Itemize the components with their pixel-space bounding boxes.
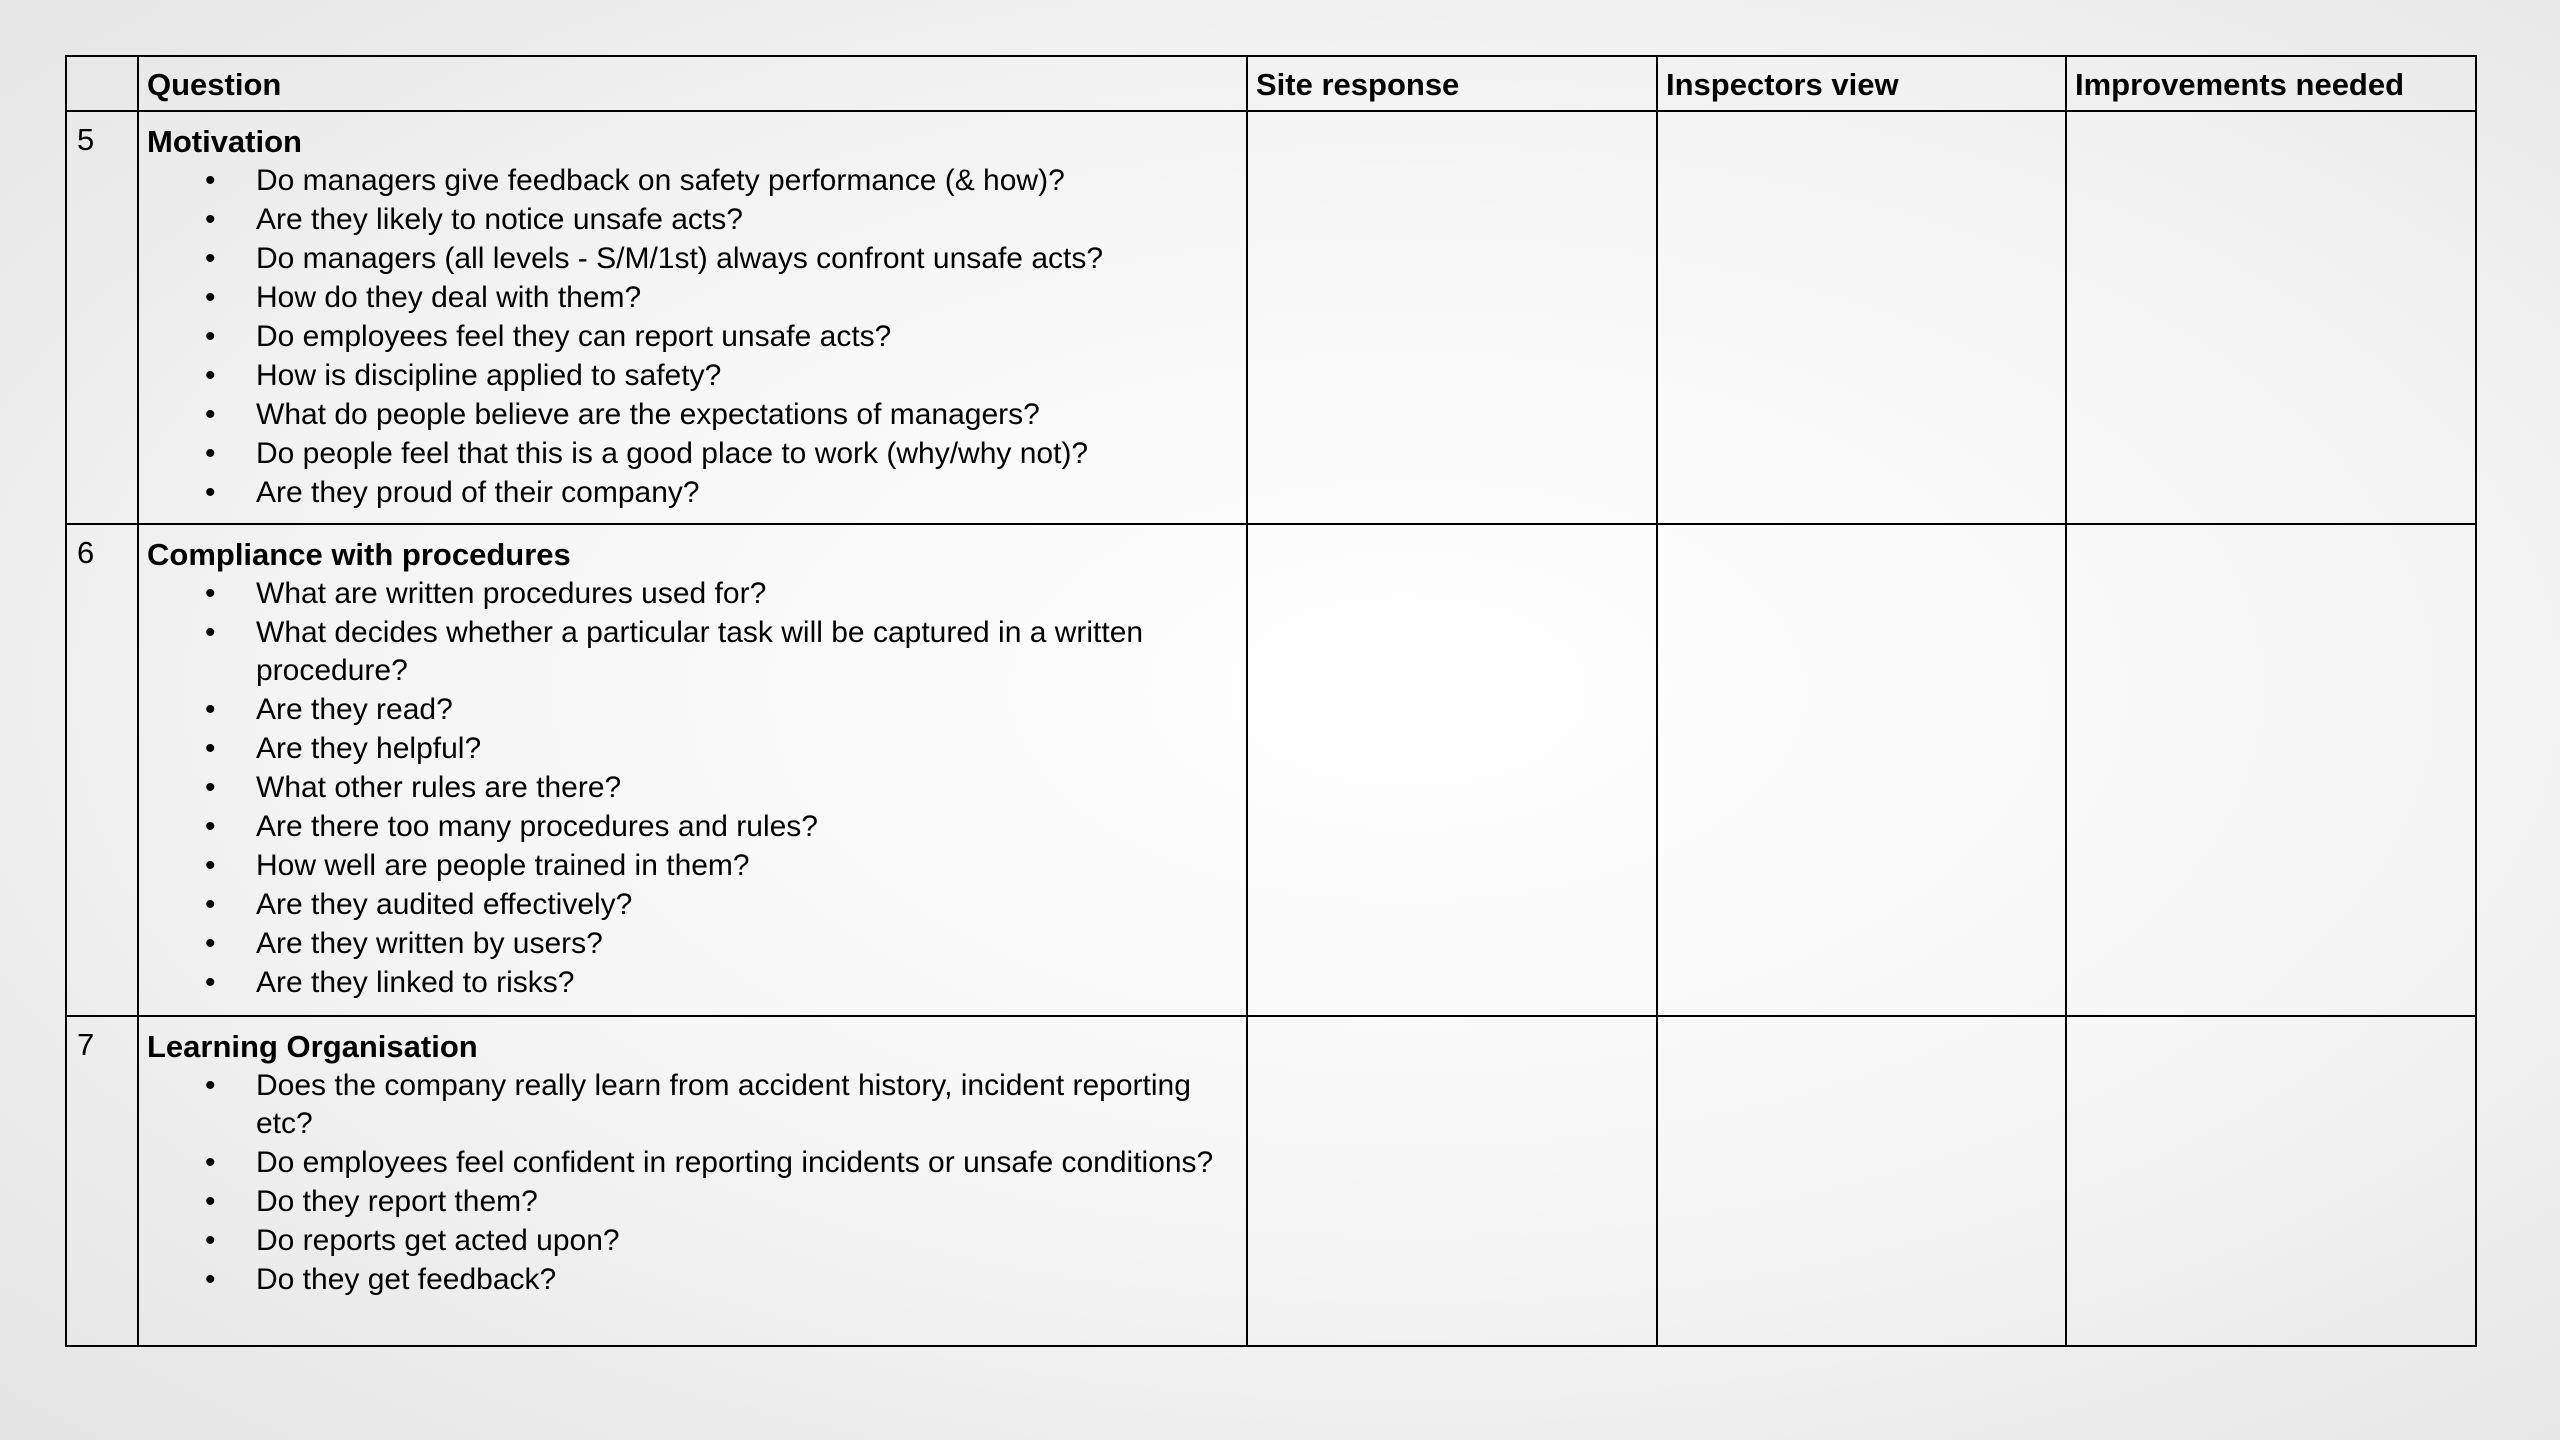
list-item-text: What other rules are there? xyxy=(256,771,622,804)
question-cell xyxy=(138,1016,1247,1346)
question-list xyxy=(147,575,1238,1002)
bullet-icon: • xyxy=(205,966,216,999)
list-item xyxy=(147,925,1238,963)
header-site-response: Site response xyxy=(1247,56,1657,111)
list-item xyxy=(147,474,1238,512)
bullet-icon: • xyxy=(205,320,216,353)
table-row xyxy=(66,524,2476,1016)
list-item-text: What are written procedures used for? xyxy=(256,577,767,610)
bullet-icon: • xyxy=(205,281,216,314)
list-item-text: Are they linked to risks? xyxy=(256,966,575,999)
section-title: Compliance with procedures xyxy=(147,537,571,572)
list-item-text: How is discipline applied to safety? xyxy=(256,359,722,392)
bullet-icon: • xyxy=(205,616,216,649)
row-number: 5 xyxy=(66,111,138,524)
list-item xyxy=(147,691,1238,729)
inspectors-view-cell[interactable] xyxy=(1657,1016,2066,1346)
list-item-text: What decides whether a particular task will be captured in a written procedure? xyxy=(256,616,1144,687)
bullet-icon: • xyxy=(205,203,216,236)
inspection-checklist-table xyxy=(65,55,2477,1347)
bullet-icon: • xyxy=(205,771,216,804)
list-item-text: Do employees feel they can report unsafe acts? xyxy=(256,320,892,353)
list-item xyxy=(147,1183,1238,1221)
bullet-icon: • xyxy=(205,888,216,921)
bullet-icon: • xyxy=(205,693,216,726)
list-item-text: Are they likely to notice unsafe acts? xyxy=(256,203,743,236)
list-item xyxy=(147,614,1238,690)
site-response-cell[interactable] xyxy=(1247,111,1657,524)
list-item xyxy=(147,396,1238,434)
list-item xyxy=(147,769,1238,807)
list-item xyxy=(147,1144,1238,1182)
bullet-icon: • xyxy=(205,437,216,470)
row-number: 7 xyxy=(66,1016,138,1346)
list-item xyxy=(147,886,1238,924)
list-item-text: Are there too many procedures and rules? xyxy=(256,810,818,843)
header-row xyxy=(66,56,2476,111)
section-title: Motivation xyxy=(147,124,302,159)
list-item xyxy=(147,1222,1238,1260)
improvements-needed-cell[interactable] xyxy=(2066,524,2476,1016)
section-title: Learning Organisation xyxy=(147,1029,478,1064)
list-item-text: What do people believe are the expectations of managers? xyxy=(256,398,1040,431)
list-item xyxy=(147,162,1238,200)
list-item-text: How do they deal with them? xyxy=(256,281,642,314)
site-response-cell[interactable] xyxy=(1247,524,1657,1016)
bullet-icon: • xyxy=(205,398,216,431)
table-row xyxy=(66,1016,2476,1346)
table-row xyxy=(66,111,2476,524)
list-item-text: Does the company really learn from accident history, incident reporting etc? xyxy=(256,1069,1191,1140)
list-item-text: Do reports get acted upon? xyxy=(256,1224,620,1257)
list-item-text: Do managers give feedback on safety performance (& how)? xyxy=(256,164,1065,197)
list-item-text: Do employees feel confident in reporting incidents or unsafe conditions? xyxy=(256,1146,1214,1179)
question-list xyxy=(147,162,1238,512)
bullet-icon: • xyxy=(205,359,216,392)
bullet-icon: • xyxy=(205,164,216,197)
bullet-icon: • xyxy=(205,577,216,610)
list-item xyxy=(147,964,1238,1002)
row-number: 6 xyxy=(66,524,138,1016)
list-item-text: Do they get feedback? xyxy=(256,1263,557,1296)
bullet-icon: • xyxy=(205,1146,216,1179)
bullet-icon: • xyxy=(205,1263,216,1296)
question-cell xyxy=(138,111,1247,524)
list-item xyxy=(147,575,1238,613)
bullet-icon: • xyxy=(205,849,216,882)
bullet-icon: • xyxy=(205,810,216,843)
list-item xyxy=(147,1067,1238,1143)
site-response-cell[interactable] xyxy=(1247,1016,1657,1346)
list-item xyxy=(147,318,1238,356)
list-item-text: Do they report them? xyxy=(256,1185,538,1218)
bullet-icon: • xyxy=(205,1185,216,1218)
bullet-icon: • xyxy=(205,1069,216,1102)
list-item-text: Are they audited effectively? xyxy=(256,888,633,921)
list-item xyxy=(147,357,1238,395)
list-item-text: Are they proud of their company? xyxy=(256,476,700,509)
list-item-text: How well are people trained in them? xyxy=(256,849,750,882)
list-item xyxy=(147,201,1238,239)
improvements-needed-cell[interactable] xyxy=(2066,1016,2476,1346)
question-cell xyxy=(138,524,1247,1016)
list-item xyxy=(147,847,1238,885)
list-item xyxy=(147,730,1238,768)
bullet-icon: • xyxy=(205,1224,216,1257)
bullet-icon: • xyxy=(205,732,216,765)
list-item-text: Are they written by users? xyxy=(256,927,603,960)
list-item xyxy=(147,279,1238,317)
header-inspectors-view: Inspectors view xyxy=(1657,56,2066,111)
list-item xyxy=(147,435,1238,473)
bullet-icon: • xyxy=(205,476,216,509)
list-item xyxy=(147,808,1238,846)
bullet-icon: • xyxy=(205,927,216,960)
list-item-text: Do people feel that this is a good place to work (why/why not)? xyxy=(256,437,1089,470)
list-item xyxy=(147,1261,1238,1299)
list-item-text: Do managers (all levels - S/M/1st) always confront unsafe acts? xyxy=(256,242,1104,275)
header-number xyxy=(66,56,138,111)
bullet-icon: • xyxy=(205,242,216,275)
question-list xyxy=(147,1067,1238,1299)
improvements-needed-cell[interactable] xyxy=(2066,111,2476,524)
list-item-text: Are they read? xyxy=(256,693,453,726)
list-item-text: Are they helpful? xyxy=(256,732,482,765)
header-question: Question xyxy=(138,56,1247,111)
list-item xyxy=(147,240,1238,278)
header-improvements-needed: Improvements needed xyxy=(2066,56,2476,111)
inspectors-view-cell[interactable] xyxy=(1657,111,2066,524)
inspectors-view-cell[interactable] xyxy=(1657,524,2066,1016)
